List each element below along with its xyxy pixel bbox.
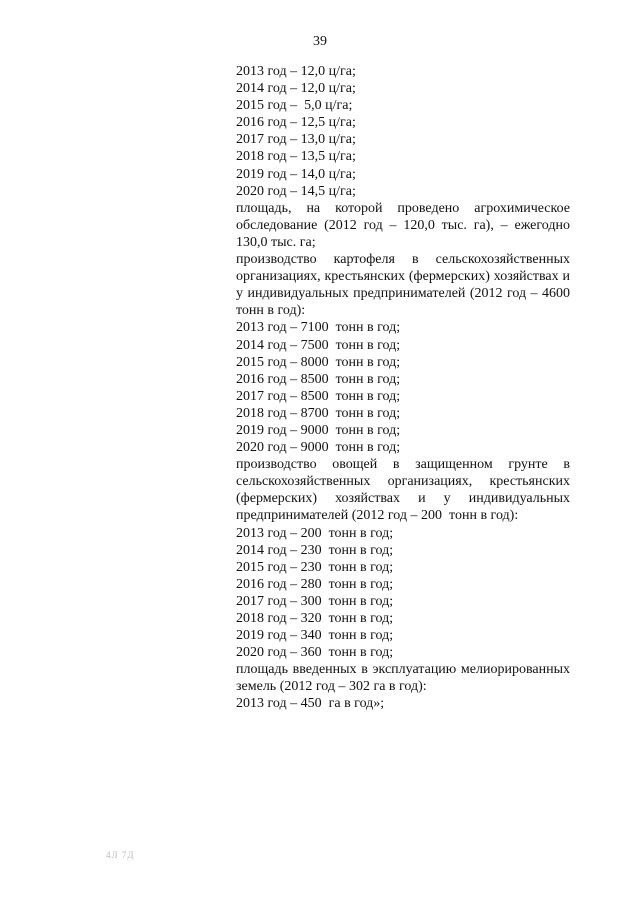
list-item: 2019 год – 14,0 ц/га; xyxy=(236,166,356,182)
list-item: 2016 год – 280 тонн в год; xyxy=(236,576,394,592)
agrochemical-survey-paragraph: площадь, на которой проведено агрохимическое обследование (2012 год – 120,0 тыс. га), – ежегодно 130,0 тыс. га; xyxy=(236,200,570,250)
list-item: 2019 год – 340 тонн в год; xyxy=(236,628,394,644)
list-item: 2014 год – 230 тонн в год; xyxy=(236,542,394,558)
list-item: 2018 год – 8700 тонн в год; xyxy=(236,405,401,421)
footer-mark: 4Л 7Д xyxy=(106,850,135,860)
list-item: 2014 год – 12,0 ц/га; xyxy=(236,81,356,97)
list-item: 2020 год – 360 тонн в год; xyxy=(236,645,394,661)
irrigated-land-paragraph: площадь введенных в эксплуатацию мелиорированных земель (2012 год – 302 га в год): xyxy=(236,662,570,695)
list-item: 2013 год – 12,0 ц/га; xyxy=(236,64,356,79)
list-item: 2013 год – 7100 тонн в год; xyxy=(236,320,401,336)
list-item: 2015 год – 230 тонн в год; xyxy=(236,559,394,575)
page-number: 39 xyxy=(313,34,327,49)
list-item: 2018 год – 320 тонн в год; xyxy=(236,611,394,626)
paragraph-line: предпринимателей (2012 год – 200 тонн в год): xyxy=(236,508,519,524)
paragraph-line: (фермерских) хозяйствах и у индивидуальных xyxy=(236,491,570,507)
list-item: 2017 год – 300 тонн в год; xyxy=(236,593,394,609)
document-body xyxy=(236,63,570,713)
paragraph-line: производство овощей в защищенном грунте в xyxy=(236,457,570,473)
list-item: 2020 год – 14,5 ц/га; xyxy=(236,183,356,199)
potato-production-list xyxy=(236,319,570,456)
vegetables-production-list xyxy=(236,525,570,662)
list-item: 2014 год – 7500 тонн в год; xyxy=(236,337,401,353)
list-item: 2019 год – 9000 тонн в год; xyxy=(236,422,401,438)
list-item: 2018 год – 13,5 ц/га; xyxy=(236,149,356,165)
list-item: 2017 год – 8500 тонн в год; xyxy=(236,388,401,404)
paragraph-line: сельскохозяйственных организациях, крестьянских xyxy=(236,474,570,490)
list-item: 2015 год – 5,0 ц/га; xyxy=(236,98,353,114)
list-item: 2020 год – 9000 тонн в год; xyxy=(236,440,401,456)
potato-production-paragraph: производство картофеля в сельскохозяйственных организациях, крестьянских (фермерских) хозяйствах и у индивидуальных предпринимателей (2012 год – 4600 тонн в год): xyxy=(236,252,570,319)
yield-list xyxy=(236,63,570,200)
list-item: 2013 год – 450 га в год»; xyxy=(236,696,385,712)
vegetables-production-paragraph xyxy=(236,456,570,524)
list-item: 2016 год – 12,5 ц/га; xyxy=(236,115,356,131)
list-item: 2017 год – 13,0 ц/га; xyxy=(236,132,356,148)
list-item: 2015 год – 8000 тонн в год; xyxy=(236,354,401,370)
list-item: 2013 год – 200 тонн в год; xyxy=(236,525,394,541)
list-item: 2016 год – 8500 тонн в год; xyxy=(236,371,401,387)
